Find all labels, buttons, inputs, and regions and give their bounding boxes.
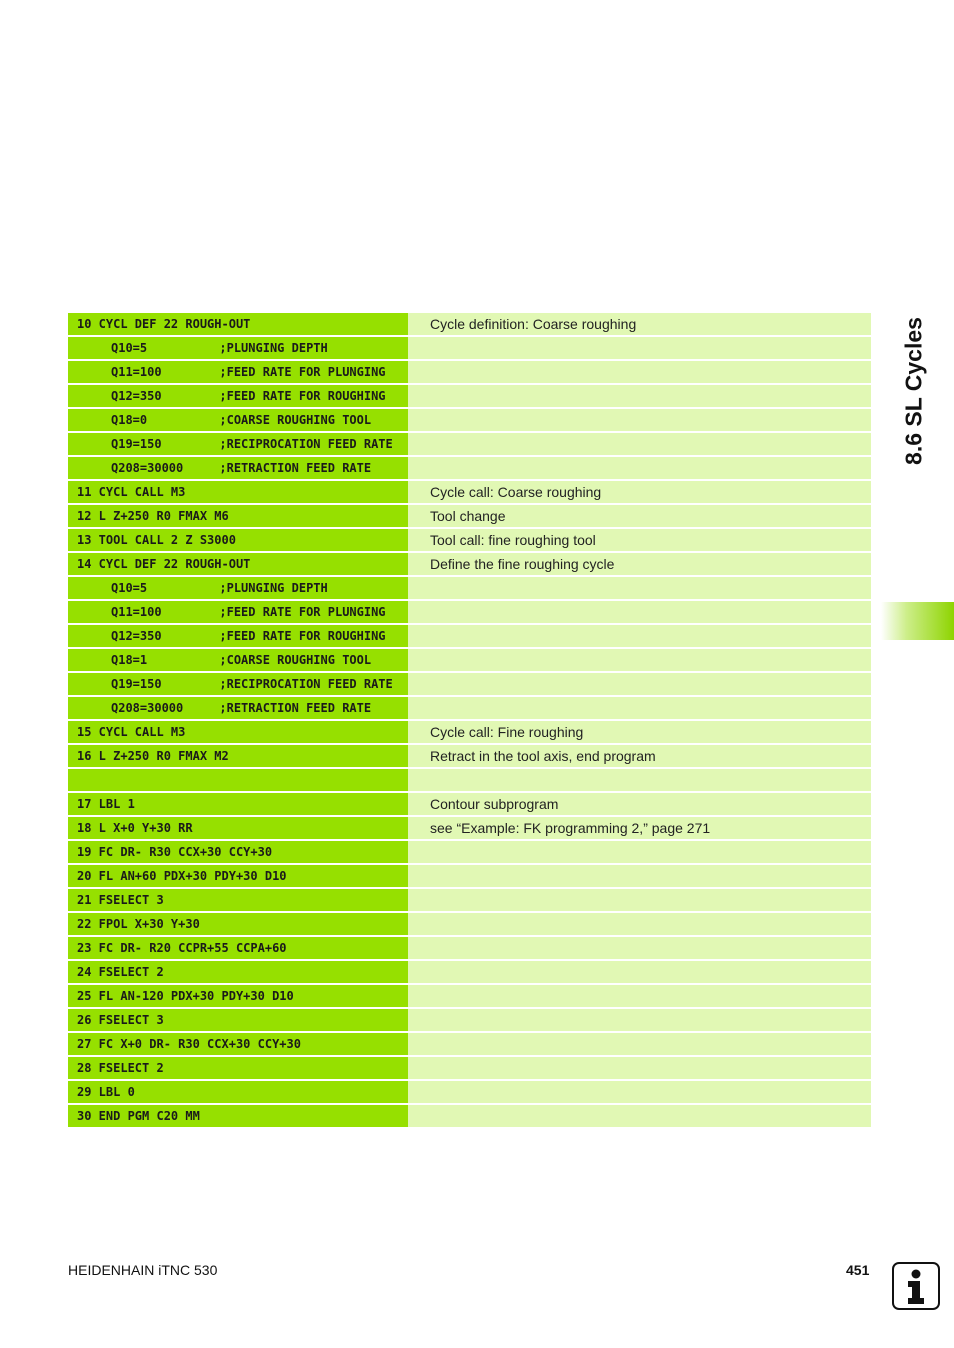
chapter-tab-marker (881, 602, 954, 640)
description-cell (408, 433, 871, 455)
nc-code-cell: 16 L Z+250 R0 FMAX M2 (68, 745, 408, 767)
nc-code-cell: 12 L Z+250 R0 FMAX M6 (68, 505, 408, 527)
nc-code-cell: 23 FC DR- R20 CCPR+55 CCPA+60 (68, 937, 408, 959)
program-row (68, 985, 871, 1007)
nc-code-cell: Q18=0 ;COARSE ROUGHING TOOL (68, 409, 408, 431)
nc-code-cell: 24 FSELECT 2 (68, 961, 408, 983)
description-cell (408, 889, 871, 911)
description-cell (408, 913, 871, 935)
program-row (68, 1105, 871, 1127)
program-row (68, 937, 871, 959)
program-row (68, 913, 871, 935)
nc-code-cell: 13 TOOL CALL 2 Z S3000 (68, 529, 408, 551)
program-row (68, 889, 871, 911)
nc-code-cell: 30 END PGM C20 MM (68, 1105, 408, 1127)
nc-code-cell: Q208=30000 ;RETRACTION FEED RATE (68, 697, 408, 719)
program-row (68, 865, 871, 887)
footer-product-name: HEIDENHAIN iTNC 530 (68, 1262, 218, 1278)
nc-program-table (68, 313, 871, 1129)
page-number: 451 (846, 1262, 870, 1278)
nc-code-cell: Q12=350 ;FEED RATE FOR ROUGHING (68, 385, 408, 407)
nc-code-cell: 14 CYCL DEF 22 ROUGH-OUT (68, 553, 408, 575)
program-row (68, 1081, 871, 1103)
nc-code-cell: 27 FC X+0 DR- R30 CCX+30 CCY+30 (68, 1033, 408, 1055)
program-row (68, 529, 871, 551)
program-row (68, 769, 871, 791)
description-cell (408, 961, 871, 983)
program-row (68, 961, 871, 983)
description-cell (408, 409, 871, 431)
nc-code-cell: Q18=1 ;COARSE ROUGHING TOOL (68, 649, 408, 671)
description-cell: Contour subprogram (408, 793, 871, 815)
description-cell (408, 1009, 871, 1031)
program-row (68, 721, 871, 743)
program-row (68, 1033, 871, 1055)
nc-code-cell: 29 LBL 0 (68, 1081, 408, 1103)
description-cell (408, 697, 871, 719)
nc-code-cell: 22 FPOL X+30 Y+30 (68, 913, 408, 935)
nc-code-cell: Q11=100 ;FEED RATE FOR PLUNGING (68, 361, 408, 383)
description-cell (408, 865, 871, 887)
description-cell: Cycle definition: Coarse roughing (408, 313, 871, 335)
program-row (68, 553, 871, 575)
nc-code-cell: 28 FSELECT 2 (68, 1057, 408, 1079)
program-row (68, 433, 871, 455)
description-cell (408, 361, 871, 383)
description-cell (408, 673, 871, 695)
program-row (68, 745, 871, 767)
description-cell (408, 457, 871, 479)
description-cell: Tool call: fine roughing tool (408, 529, 871, 551)
nc-code-cell: Q19=150 ;RECIPROCATION FEED RATE (68, 673, 408, 695)
program-row (68, 841, 871, 863)
nc-code-cell: 20 FL AN+60 PDX+30 PDY+30 D10 (68, 865, 408, 887)
program-row (68, 793, 871, 815)
description-cell: Retract in the tool axis, end program (408, 745, 871, 767)
description-cell (408, 601, 871, 623)
description-cell: Cycle call: Coarse roughing (408, 481, 871, 503)
section-heading-text: 8.6 SL Cycles (900, 317, 927, 465)
nc-code-cell: Q11=100 ;FEED RATE FOR PLUNGING (68, 601, 408, 623)
program-row (68, 1009, 871, 1031)
section-heading (886, 311, 942, 471)
program-row (68, 505, 871, 527)
program-row (68, 337, 871, 359)
program-row (68, 409, 871, 431)
program-row (68, 697, 871, 719)
program-row (68, 601, 871, 623)
program-row (68, 673, 871, 695)
program-row (68, 361, 871, 383)
nc-code-cell: 21 FSELECT 3 (68, 889, 408, 911)
program-row (68, 385, 871, 407)
description-cell (408, 385, 871, 407)
nc-code-cell: 19 FC DR- R30 CCX+30 CCY+30 (68, 841, 408, 863)
description-cell: Define the fine roughing cycle (408, 553, 871, 575)
program-row (68, 1057, 871, 1079)
program-row (68, 577, 871, 599)
description-cell: see “Example: FK programming 2,” page 271 (408, 817, 871, 839)
description-cell (408, 577, 871, 599)
nc-code-cell (68, 769, 408, 791)
description-cell (408, 649, 871, 671)
nc-code-cell: 10 CYCL DEF 22 ROUGH-OUT (68, 313, 408, 335)
program-row (68, 649, 871, 671)
info-icon (892, 1262, 940, 1310)
description-cell: Cycle call: Fine roughing (408, 721, 871, 743)
description-cell (408, 625, 871, 647)
nc-code-cell: 18 L X+0 Y+30 RR (68, 817, 408, 839)
description-cell (408, 1033, 871, 1055)
description-cell (408, 1081, 871, 1103)
program-row (68, 457, 871, 479)
nc-code-cell: 17 LBL 1 (68, 793, 408, 815)
nc-code-cell: 15 CYCL CALL M3 (68, 721, 408, 743)
program-row (68, 625, 871, 647)
nc-code-cell: 26 FSELECT 3 (68, 1009, 408, 1031)
description-cell (408, 841, 871, 863)
nc-code-cell: 25 FL AN-120 PDX+30 PDY+30 D10 (68, 985, 408, 1007)
description-cell (408, 769, 871, 791)
description-cell (408, 937, 871, 959)
description-cell (408, 337, 871, 359)
program-row (68, 817, 871, 839)
nc-code-cell: Q208=30000 ;RETRACTION FEED RATE (68, 457, 408, 479)
nc-code-cell: Q19=150 ;RECIPROCATION FEED RATE (68, 433, 408, 455)
nc-code-cell: Q10=5 ;PLUNGING DEPTH (68, 577, 408, 599)
nc-code-cell: Q10=5 ;PLUNGING DEPTH (68, 337, 408, 359)
nc-code-cell: 11 CYCL CALL M3 (68, 481, 408, 503)
program-row (68, 313, 871, 335)
nc-code-cell: Q12=350 ;FEED RATE FOR ROUGHING (68, 625, 408, 647)
description-cell (408, 1105, 871, 1127)
description-cell: Tool change (408, 505, 871, 527)
description-cell (408, 985, 871, 1007)
description-cell (408, 1057, 871, 1079)
program-row (68, 481, 871, 503)
